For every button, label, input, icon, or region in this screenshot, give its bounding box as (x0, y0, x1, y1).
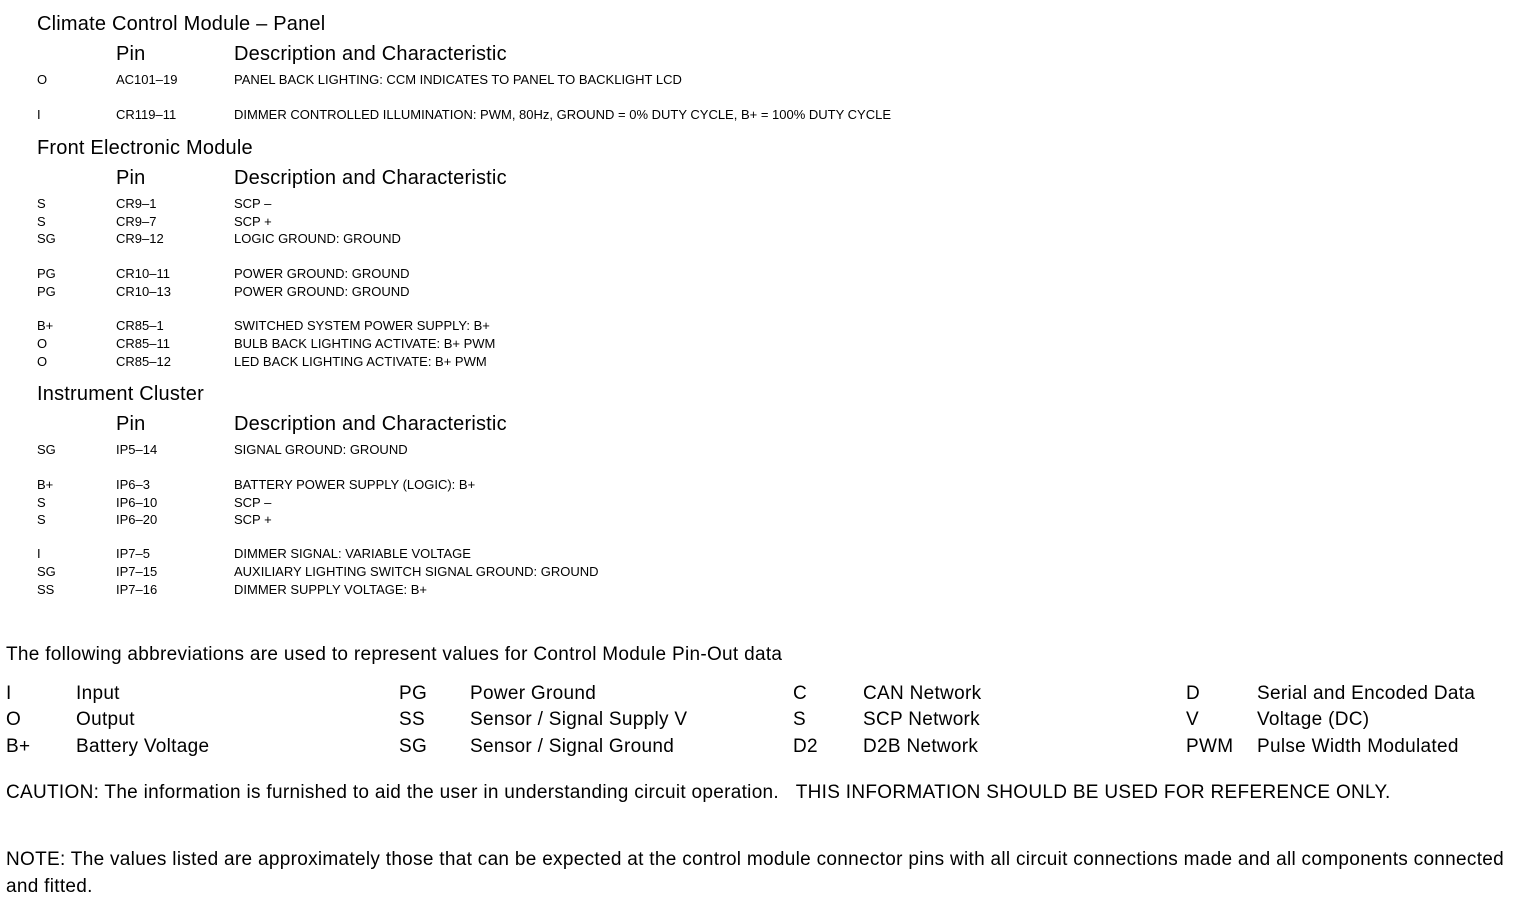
pin-description: SIGNAL GROUND: GROUND (234, 442, 408, 457)
signal-type: PG (37, 266, 56, 281)
pin-description: SCP + (234, 512, 272, 527)
pin-row (0, 336, 1000, 354)
description-column-header: Description and Characteristic (234, 43, 507, 65)
abbreviation-meaning: Sensor / Signal Supply V (470, 709, 688, 730)
pin-row (0, 284, 1000, 302)
pin-id: AC101–19 (116, 72, 178, 87)
description-column-header: Description and Characteristic (234, 413, 507, 435)
signal-type: O (37, 336, 48, 351)
note-text: NOTE: The values listed are approximately those that can be expected at the control module connector pins with all circuit connections made and all components connected and fitted. (6, 849, 1505, 897)
pin-id: CR10–11 (116, 266, 170, 281)
pin-row (0, 214, 1000, 232)
pin-description: BATTERY POWER SUPPLY (LOGIC): B+ (234, 477, 476, 492)
pin-column-header: Pin (116, 413, 146, 435)
pin-id: CR85–12 (116, 353, 171, 369)
abbreviation-meaning: CAN Network (863, 683, 982, 704)
pin-id: CR85–1 (116, 318, 164, 333)
pin-row (0, 564, 1000, 582)
abbreviation-code: S (793, 709, 806, 730)
pin-row (0, 512, 1000, 530)
pin-id: IP6–20 (116, 512, 158, 527)
pin-row (0, 107, 1000, 125)
pin-id: CR119–11 (116, 107, 177, 122)
abbreviation-code: C (793, 683, 808, 704)
abbreviation-meaning: Sensor / Signal Ground (470, 736, 675, 757)
module-title: Instrument Cluster (37, 383, 204, 405)
pin-description: POWER GROUND: GROUND (234, 283, 410, 299)
abbreviation-code: SS (399, 709, 425, 730)
pin-id: IP7–15 (116, 564, 158, 579)
pin-id: IP5–14 (116, 442, 158, 457)
pin-description: DIMMER CONTROLLED ILLUMINATION: PWM, 80Hz, GROUND = 0% DUTY CYCLE, B+ = 100% DUTY CYCLE (234, 107, 892, 122)
abbreviation-meaning: Output (76, 709, 135, 730)
abbreviation-code: O (6, 709, 22, 730)
pin-row (0, 318, 1000, 336)
pin-description: POWER GROUND: GROUND (234, 266, 410, 281)
pin-row (0, 231, 1000, 249)
signal-type: SS (37, 582, 55, 597)
signal-type: S (37, 512, 46, 527)
signal-type: I (37, 107, 41, 122)
signal-type: I (37, 546, 41, 561)
pin-description: SCP + (234, 213, 272, 229)
module-title: Climate Control Module – Panel (37, 13, 326, 35)
signal-type: O (37, 72, 48, 87)
pin-row (0, 582, 1000, 600)
pin-row (0, 495, 1000, 513)
abbreviation-meaning: Voltage (DC) (1257, 709, 1370, 730)
pin-row (0, 442, 1000, 460)
pin-column-header: Pin (116, 167, 146, 189)
pin-id: CR85–11 (116, 336, 170, 351)
pin-description: SCP – (234, 196, 272, 211)
pin-row (0, 477, 1000, 495)
pin-id: IP6–3 (116, 477, 150, 492)
pin-id: IP7–16 (116, 582, 158, 597)
module-title: Front Electronic Module (37, 137, 253, 159)
pin-description: DIMMER SIGNAL: VARIABLE VOLTAGE (234, 546, 471, 561)
signal-type: SG (37, 231, 56, 246)
abbreviation-code: V (1186, 709, 1199, 730)
abbreviation-code: D2 (793, 736, 818, 757)
signal-type: PG (37, 283, 56, 299)
abbreviation-meaning: Serial and Encoded Data (1257, 683, 1476, 704)
pin-row (0, 546, 1000, 564)
pin-row (0, 266, 1000, 284)
abbreviation-meaning: D2B Network (863, 736, 979, 757)
pin-description: BULB BACK LIGHTING ACTIVATE: B+ PWM (234, 336, 496, 351)
signal-type: SG (37, 564, 56, 579)
abbreviation-code: I (6, 683, 12, 704)
abbreviation-code: SG (399, 736, 428, 757)
pin-id: CR10–13 (116, 283, 171, 299)
abbreviation-code: B+ (6, 736, 31, 757)
caution-text: CAUTION: The information is furnished to aid the user in understanding circuit operation. THIS INFORMATION SHOULD BE USED FOR REFERENCE ONLY. (6, 782, 1391, 803)
pin-description: SWITCHED SYSTEM POWER SUPPLY: B+ (234, 318, 490, 333)
signal-type: B+ (37, 477, 54, 492)
pin-row (0, 196, 1000, 214)
abbreviation-meaning: Battery Voltage (76, 736, 210, 757)
pin-description: SCP – (234, 494, 272, 510)
pin-column-header: Pin (116, 43, 146, 65)
description-column-header: Description and Characteristic (234, 167, 507, 189)
pin-id: IP6–10 (116, 494, 158, 510)
abbreviation-code: D (1186, 683, 1201, 704)
signal-type: O (37, 353, 48, 369)
abbreviations-intro: The following abbreviations are used to represent values for Control Module Pin-Out data (6, 644, 783, 665)
signal-type: S (37, 494, 46, 510)
pin-description: AUXILIARY LIGHTING SWITCH SIGNAL GROUND: GROUND (234, 564, 599, 579)
signal-type: S (37, 213, 46, 229)
abbreviation-code: PG (399, 683, 428, 704)
signal-type: SG (37, 442, 56, 457)
pin-id: IP7–5 (116, 546, 150, 561)
abbreviation-meaning: Input (76, 683, 120, 704)
pin-id: CR9–12 (116, 231, 164, 246)
signal-type: B+ (37, 318, 54, 333)
pin-description: LED BACK LIGHTING ACTIVATE: B+ PWM (234, 353, 487, 369)
pin-row (0, 354, 1000, 372)
abbreviation-code: PWM (1186, 736, 1234, 757)
pin-row (0, 72, 1000, 90)
abbreviation-meaning: SCP Network (863, 709, 980, 730)
pin-id: CR9–7 (116, 213, 157, 229)
pin-description: LOGIC GROUND: GROUND (234, 231, 401, 246)
signal-type: S (37, 196, 46, 211)
abbreviation-meaning: Power Ground (470, 683, 597, 704)
pin-description: PANEL BACK LIGHTING: CCM INDICATES TO PANEL TO BACKLIGHT LCD (234, 72, 682, 87)
abbreviation-meaning: Pulse Width Modulated (1257, 736, 1459, 757)
pin-description: DIMMER SUPPLY VOLTAGE: B+ (234, 582, 428, 597)
pin-id: CR9–1 (116, 196, 157, 211)
